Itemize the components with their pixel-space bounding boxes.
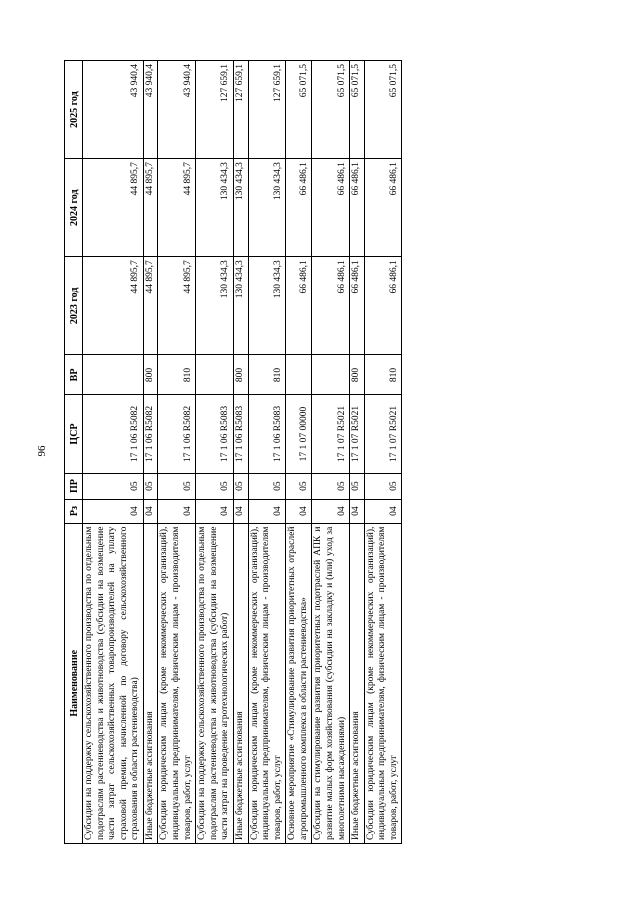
- header-vr: ВР: [65, 355, 83, 395]
- row-2023: 44 895,7: [158, 257, 196, 355]
- row-rz: 04: [286, 499, 312, 523]
- table-row: [233, 61, 248, 844]
- row-pr: 05: [248, 473, 286, 499]
- row-name: Иные бюджетные ассигнования: [350, 523, 365, 843]
- table-header-row: [65, 61, 83, 844]
- row-2024: 44 895,7: [143, 159, 158, 257]
- row-pr: 05: [158, 473, 196, 499]
- table-row: [350, 61, 365, 844]
- row-rz: 04: [364, 499, 402, 523]
- budget-table: [64, 60, 402, 844]
- row-2025: 43 940,4: [143, 61, 158, 159]
- table-row: [286, 61, 312, 844]
- row-2023: 44 895,7: [143, 257, 158, 355]
- row-pr: 05: [233, 473, 248, 499]
- row-pr: 05: [312, 473, 350, 499]
- row-vr: 810: [158, 355, 196, 395]
- header-2023: 2023 год: [65, 257, 83, 355]
- row-pr: 05: [143, 473, 158, 499]
- row-vr: [196, 355, 234, 395]
- header-2024: 2024 год: [65, 159, 83, 257]
- row-vr: 810: [364, 355, 402, 395]
- row-name: Субсидии на стимулирование развития приоритетных подотраслей АПК и развитие малых форм хозяйствования (субсидии на закладку и (или) уход за многолетними насаждениями): [312, 523, 350, 843]
- row-2025: 65 071,5: [312, 61, 350, 159]
- row-name: Основное мероприятие «Стимулирование развития приоритетных отраслей агропромышленного комплекса в области растениеводства»: [286, 523, 312, 843]
- row-2023: 130 434,3: [248, 257, 286, 355]
- row-csr: 17 1 07 R5021: [312, 395, 350, 473]
- row-rz: 04: [158, 499, 196, 523]
- row-2024: 130 434,3: [233, 159, 248, 257]
- row-vr: [286, 355, 312, 395]
- table-row: [196, 61, 234, 844]
- table-row: [143, 61, 158, 844]
- table-body: [83, 61, 402, 844]
- table-row: [248, 61, 286, 844]
- row-csr: 17 1 07 R5021: [364, 395, 402, 473]
- row-vr: 800: [143, 355, 158, 395]
- row-pr: 05: [83, 473, 144, 499]
- header-rz: Рз: [65, 499, 83, 523]
- row-pr: 05: [196, 473, 234, 499]
- row-rz: 04: [233, 499, 248, 523]
- table-row: [83, 61, 144, 844]
- header-csr: ЦСР: [65, 395, 83, 473]
- table-row: [158, 61, 196, 844]
- row-rz: 04: [350, 499, 365, 523]
- row-rz: 04: [312, 499, 350, 523]
- row-vr: 810: [248, 355, 286, 395]
- row-2024: 66 486,1: [286, 159, 312, 257]
- row-2025: 65 071,5: [364, 61, 402, 159]
- row-2025: 43 940,4: [83, 61, 144, 159]
- row-csr: 17 1 06 R5083: [248, 395, 286, 473]
- row-pr: 05: [364, 473, 402, 499]
- row-pr: 05: [286, 473, 312, 499]
- row-2024: 66 486,1: [364, 159, 402, 257]
- row-csr: 17 1 07 R5021: [350, 395, 365, 473]
- row-2023: 66 486,1: [350, 257, 365, 355]
- row-2025: 127 659,1: [196, 61, 234, 159]
- row-2023: 66 486,1: [364, 257, 402, 355]
- row-name: Субсидии юридическим лицам (кроме некоммерческих организаций), индивидуальным предпринимателям, физическим лицам - производителям товаров, работ, услуг: [248, 523, 286, 843]
- row-name: Субсидии юридическим лицам (кроме некоммерческих организаций), индивидуальным предпринимателям, физическим лицам - производителям товаров, работ, услуг: [364, 523, 402, 843]
- header-name: Наименование: [65, 523, 83, 843]
- row-2025: 65 071,5: [286, 61, 312, 159]
- row-csr: 17 1 06 R5082: [83, 395, 144, 473]
- table-row: [364, 61, 402, 844]
- row-2025: 127 659,1: [233, 61, 248, 159]
- row-2024: 130 434,3: [196, 159, 234, 257]
- row-csr: 17 1 06 R5082: [143, 395, 158, 473]
- row-2025: 127 659,1: [248, 61, 286, 159]
- table-row: [312, 61, 350, 844]
- row-2024: 44 895,7: [83, 159, 144, 257]
- row-2024: 130 434,3: [248, 159, 286, 257]
- row-vr: [312, 355, 350, 395]
- row-rz: 04: [83, 499, 144, 523]
- header-2025: 2025 год: [65, 61, 83, 159]
- row-name: Иные бюджетные ассигнования: [233, 523, 248, 843]
- row-2023: 130 434,3: [233, 257, 248, 355]
- header-pr: ПР: [65, 473, 83, 499]
- row-2023: 66 486,1: [286, 257, 312, 355]
- row-pr: 05: [350, 473, 365, 499]
- row-2024: 44 895,7: [158, 159, 196, 257]
- row-2024: 66 486,1: [350, 159, 365, 257]
- row-2023: 66 486,1: [312, 257, 350, 355]
- row-vr: 800: [350, 355, 365, 395]
- rotated-budget-table-container: [64, 60, 564, 844]
- row-name: Субсидии на поддержку сельскохозяйственного производства по отдельным подотраслям растениеводства и животноводства (субсидии на возмещение части затрат на проведение агротехнологических работ): [196, 523, 234, 843]
- row-2025: 43 940,4: [158, 61, 196, 159]
- row-2023: 44 895,7: [83, 257, 144, 355]
- row-rz: 04: [196, 499, 234, 523]
- row-csr: 17 1 06 R5083: [196, 395, 234, 473]
- row-rz: 04: [248, 499, 286, 523]
- row-vr: [83, 355, 144, 395]
- row-name: Иные бюджетные ассигнования: [143, 523, 158, 843]
- row-csr: 17 1 07 00000: [286, 395, 312, 473]
- row-2024: 66 486,1: [312, 159, 350, 257]
- page-number: 96: [36, 445, 48, 457]
- row-csr: 17 1 06 R5082: [158, 395, 196, 473]
- row-rz: 04: [143, 499, 158, 523]
- row-csr: 17 1 06 R5083: [233, 395, 248, 473]
- row-name: Субсидии на поддержку сельскохозяйственного производства по отдельным подотраслям растениеводства и животноводства (субсидии на возмещение части затрат сельскохозяйственных товаропроизводителей на уплату страховой премии, начисленной по договору сельскохозяйственного страхования в области растениеводства): [83, 523, 144, 843]
- row-vr: 800: [233, 355, 248, 395]
- row-name: Субсидии юридическим лицам (кроме некоммерческих организаций), индивидуальным предпринимателям, физическим лицам - производителям товаров, работ, услуг: [158, 523, 196, 843]
- row-2025: 65 071,5: [350, 61, 365, 159]
- row-2023: 130 434,3: [196, 257, 234, 355]
